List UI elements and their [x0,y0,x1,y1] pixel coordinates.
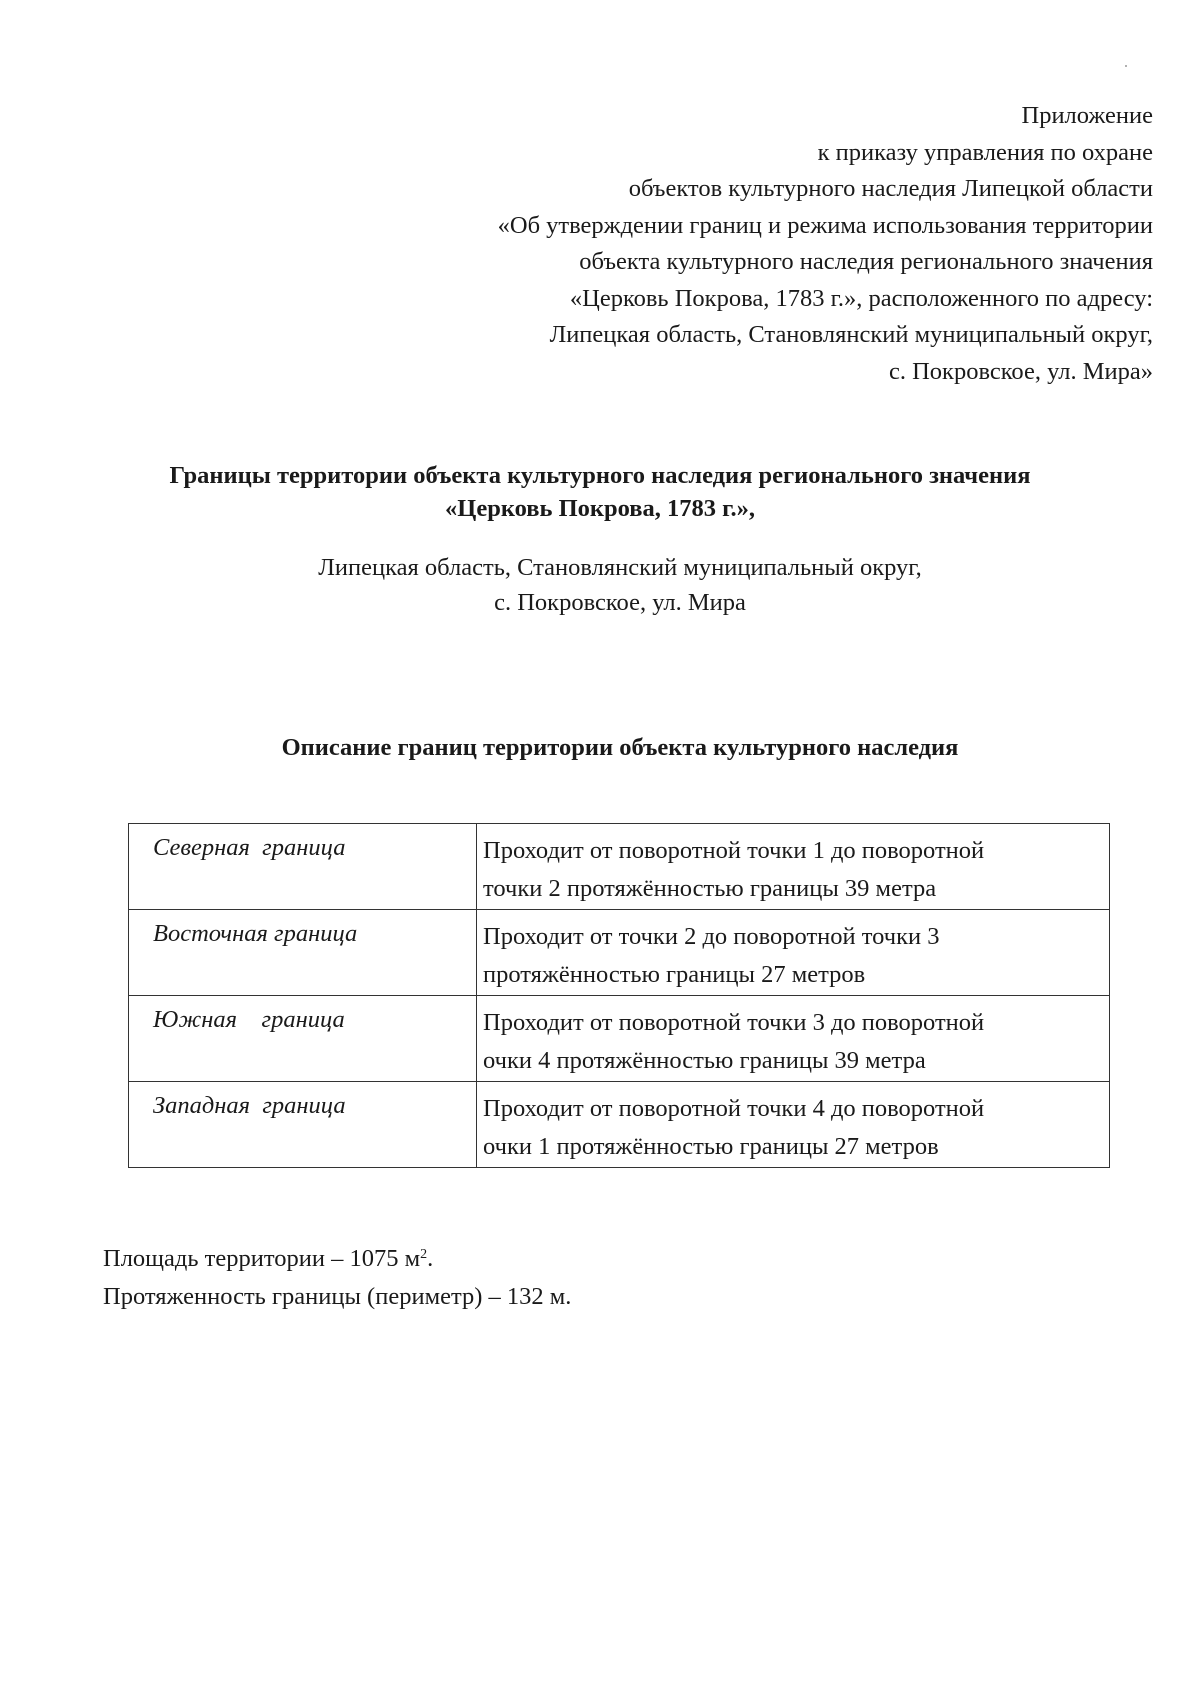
territory-summary [103,1240,571,1316]
table-row [129,996,1110,1082]
appendix-line: «Церковь Покрова, 1783 г.», расположенного по адресу: [569,284,1153,312]
appendix-line: объектов культурного наследия Липецкой области [628,175,1153,202]
area-superscript: 2 [420,1247,428,1262]
appendix-line: «Об утверждении границ и режима использования территории [497,211,1153,239]
border-description-cell [477,1082,1110,1168]
area-text: Площадь территории – 1075 м [103,1245,421,1272]
area-line [103,1240,571,1278]
description-line: очки 1 протяжённостью границы 27 метров [483,1132,939,1160]
object-address [170,550,1070,620]
appendix-line: Липецкая область, Становлянский муниципальный округ, [549,321,1153,348]
document-title-line: «Церковь Покрова, 1783 г.», [445,495,755,522]
appendix-line: к приказу управления по охране [817,138,1153,166]
perimeter-line: Протяженность границы (периметр) – 132 м. [103,1283,572,1310]
border-name-cell: Восточная граница [129,910,477,996]
border-description-cell [477,996,1110,1082]
document-title-line: Границы территории объекта культурного наследия регионального значения [169,462,1031,489]
address-line: с. Покровское, ул. Мира [494,589,746,616]
table-row [129,824,1110,910]
appendix-header [253,98,1153,390]
border-name-cell: Северная граница [129,824,477,910]
border-description-cell [477,910,1110,996]
border-description-cell [477,824,1110,910]
section-title: Описание границ территории объекта культурного наследия [281,734,959,761]
description-line: Проходит от поворотной точки 3 до поворотной [483,1009,985,1036]
area-suffix: . [427,1245,434,1272]
document-title [60,459,1140,525]
address-line: Липецкая область, Становлянский муниципальный округ, [318,554,922,581]
border-name-cell: Западная граница [129,1082,477,1168]
appendix-line: Приложение [1021,102,1153,129]
description-line: Проходит от точки 2 до поворотной точки 3 [483,923,940,950]
description-line: Проходит от поворотной точки 4 до поворотной [483,1095,985,1122]
description-line: очки 4 протяжённостью границы 39 метра [483,1046,926,1074]
table-row [129,910,1110,996]
scan-speck [1125,65,1127,67]
description-line: точки 2 протяжённостью границы 39 метра [483,874,937,902]
border-name-cell: Южная граница [129,996,477,1082]
table-row [129,1082,1110,1168]
appendix-line: объекта культурного наследия регионального значения [579,248,1153,275]
description-line: протяжённостью границы 27 метров [483,960,866,988]
description-line: Проходит от поворотной точки 1 до поворотной [483,837,985,864]
appendix-line: с. Покровское, ул. Мира» [888,357,1153,385]
borders-table [128,823,1110,1168]
